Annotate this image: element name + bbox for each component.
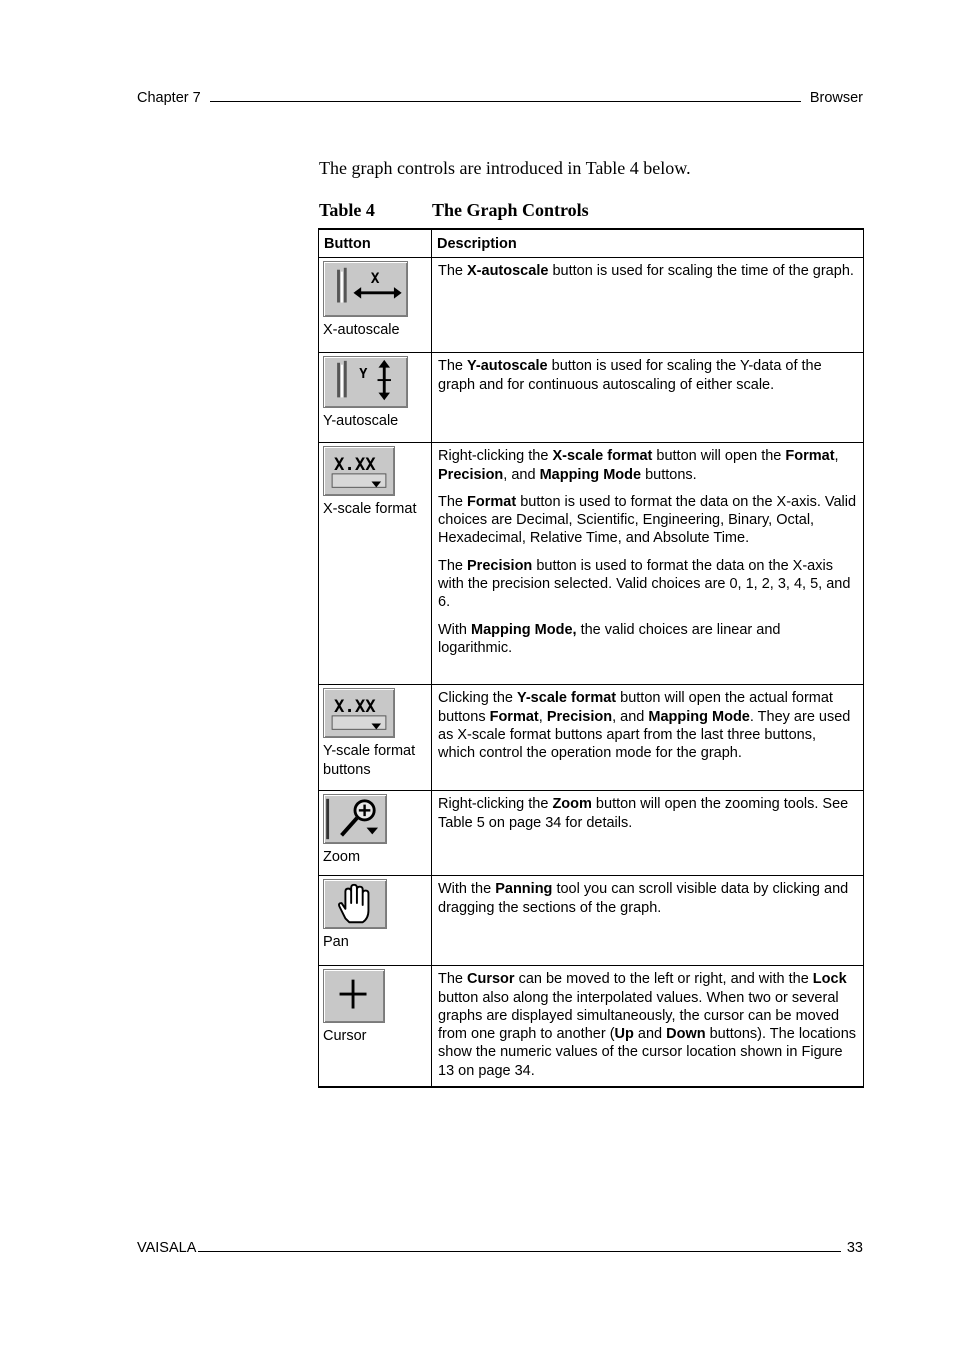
intro-text: The graph controls are introduced in Table 4 below. bbox=[319, 158, 691, 178]
text-run: The bbox=[438, 557, 468, 574]
button-cell bbox=[319, 353, 432, 443]
text-run: The bbox=[438, 263, 468, 280]
description-cell bbox=[432, 353, 864, 443]
text-run: With bbox=[438, 621, 472, 638]
bold-term: Mapping Mode bbox=[648, 708, 750, 725]
text-run: tool you can scroll visible data by clicking and dragging the sections of the graph. bbox=[438, 881, 849, 916]
button-label: Y-scale format buttons bbox=[323, 743, 416, 778]
text-run: The bbox=[438, 493, 468, 510]
description-cell bbox=[432, 685, 864, 791]
description-paragraph bbox=[438, 447, 857, 484]
table-number: Table 4 bbox=[319, 200, 375, 220]
description-cell bbox=[432, 966, 864, 1087]
table-row bbox=[319, 443, 864, 685]
header-chapter: Chapter 7 bbox=[137, 90, 201, 106]
svg-text:X: X bbox=[370, 271, 380, 288]
text-run: button is used to format the data on the X-axis with the precision selected. Valid choices are 0, 1, 2, 3, 4, 5, and 6. bbox=[438, 557, 851, 611]
button-cell bbox=[319, 443, 432, 685]
page-footer bbox=[137, 1240, 863, 1256]
text-run: With the bbox=[438, 881, 496, 898]
text-run: Clicking the bbox=[438, 690, 517, 707]
button-cell bbox=[319, 258, 432, 353]
cursor-crosshair-icon bbox=[323, 969, 385, 1023]
text-run: buttons. bbox=[641, 466, 697, 483]
bold-term: X-scale format bbox=[552, 448, 653, 465]
bold-term: Y-autoscale bbox=[467, 358, 548, 375]
page-number: 33 bbox=[846, 1240, 863, 1256]
svg-text:X.XX: X.XX bbox=[334, 455, 376, 476]
bold-term: Zoom bbox=[552, 796, 592, 813]
text-run: Right-clicking the bbox=[438, 448, 553, 465]
svg-text:X.XX: X.XX bbox=[334, 697, 376, 718]
button-label: X-scale format bbox=[323, 501, 417, 518]
table-row bbox=[319, 966, 864, 1087]
text-run: The bbox=[438, 971, 468, 988]
y-scale-format-icon bbox=[323, 688, 395, 738]
description-paragraph bbox=[438, 621, 857, 658]
description-cell bbox=[432, 791, 864, 876]
graph-controls-table bbox=[318, 228, 864, 1088]
column-header-button: Button bbox=[319, 229, 432, 258]
bold-term: Mapping Mode bbox=[539, 466, 642, 483]
description-paragraph bbox=[438, 970, 857, 1080]
table-title: The Graph Controls bbox=[432, 200, 589, 220]
button-cell bbox=[319, 685, 432, 791]
table-header-row bbox=[319, 229, 864, 258]
footer-publisher: VAISALA bbox=[137, 1240, 197, 1256]
bold-term: Precision bbox=[467, 557, 533, 574]
description-paragraph bbox=[438, 557, 857, 612]
description-cell bbox=[432, 876, 864, 966]
bold-term: Precision bbox=[546, 708, 613, 725]
text-run: button will open the actual format buttons bbox=[438, 690, 833, 725]
button-cell bbox=[319, 966, 432, 1087]
text-run: and bbox=[633, 1026, 667, 1043]
bold-term: Lock bbox=[812, 971, 847, 988]
y-autoscale-icon bbox=[323, 356, 408, 408]
bold-term: Precision bbox=[438, 466, 504, 483]
text-run: button also along the interpolated values. When two or several graphs are displayed simultaneously, the cursor can be moved from one graph to another ( bbox=[438, 989, 840, 1043]
button-label: X-autoscale bbox=[323, 322, 400, 339]
x-scale-format-icon bbox=[323, 446, 395, 496]
text-run: , bbox=[538, 708, 547, 725]
button-label: Zoom bbox=[323, 849, 361, 866]
text-run: button will open the bbox=[652, 448, 786, 465]
button-label: Y-autoscale bbox=[323, 413, 399, 430]
description-paragraph bbox=[438, 795, 857, 832]
description-cell bbox=[432, 443, 864, 685]
table-row bbox=[319, 685, 864, 791]
text-run: button will open the zooming tools. See Table 5 on page 34 for details. bbox=[438, 796, 849, 831]
bold-term: Format bbox=[489, 708, 539, 725]
x-autoscale-icon bbox=[323, 261, 408, 317]
svg-text:Y: Y bbox=[359, 367, 368, 383]
description-paragraph bbox=[438, 493, 857, 548]
footer-rule bbox=[198, 1251, 840, 1252]
page-header bbox=[137, 90, 863, 106]
button-cell bbox=[319, 876, 432, 966]
description-paragraph bbox=[438, 357, 857, 394]
text-run: Right-clicking the bbox=[438, 796, 553, 813]
table-row bbox=[319, 353, 864, 443]
bold-term: Mapping Mode, bbox=[471, 621, 577, 638]
button-label: Pan bbox=[323, 934, 349, 951]
description-cell bbox=[432, 258, 864, 353]
description-paragraph bbox=[438, 262, 857, 280]
bold-term: Panning bbox=[495, 881, 553, 898]
button-cell bbox=[319, 791, 432, 876]
text-run: button is used for scaling the time of the graph. bbox=[548, 263, 854, 280]
pan-hand-icon bbox=[323, 879, 387, 929]
description-paragraph bbox=[438, 880, 857, 917]
text-run: The bbox=[438, 358, 468, 375]
text-run: , bbox=[834, 448, 839, 465]
button-label: Cursor bbox=[323, 1028, 367, 1045]
table-row bbox=[319, 791, 864, 876]
header-section: Browser bbox=[809, 90, 863, 106]
text-run: , and bbox=[612, 708, 649, 725]
text-run: buttons). The locations show the numeric values of the cursor location shown in Figure 13 on page 34. bbox=[438, 1026, 857, 1079]
table-caption bbox=[319, 200, 589, 221]
bold-term: Up bbox=[614, 1026, 634, 1043]
text-run: . They are used as X-scale format buttons apart from the last three buttons, which control the operation mode for the graph. bbox=[438, 708, 851, 762]
zoom-icon bbox=[323, 794, 387, 844]
text-run: button is used for scaling the Y-data of the graph and for continuous autoscaling of either scale. bbox=[438, 358, 822, 393]
bold-term: X-autoscale bbox=[467, 263, 549, 280]
table-row bbox=[319, 258, 864, 353]
bold-term: Format bbox=[785, 448, 835, 465]
description-paragraph bbox=[438, 689, 857, 762]
text-run: , and bbox=[503, 466, 540, 483]
text-run: button is used to format the data on the X-axis. Valid choices are Decimal, Scientific, Engineering, Binary, Octal, Hexadecimal, Relative Time, and Absolute Time. bbox=[438, 493, 857, 547]
bold-term: Down bbox=[666, 1026, 706, 1043]
table-row bbox=[319, 876, 864, 966]
text-run: can be moved to the left or right, and with the bbox=[514, 971, 813, 988]
text-run: the valid choices are linear and logarithmic. bbox=[438, 621, 781, 656]
header-rule bbox=[210, 101, 801, 102]
bold-term: Format bbox=[467, 493, 517, 510]
bold-term: Y-scale format bbox=[516, 690, 617, 707]
bold-term: Cursor bbox=[467, 971, 515, 988]
column-header-description: Description bbox=[432, 229, 864, 258]
